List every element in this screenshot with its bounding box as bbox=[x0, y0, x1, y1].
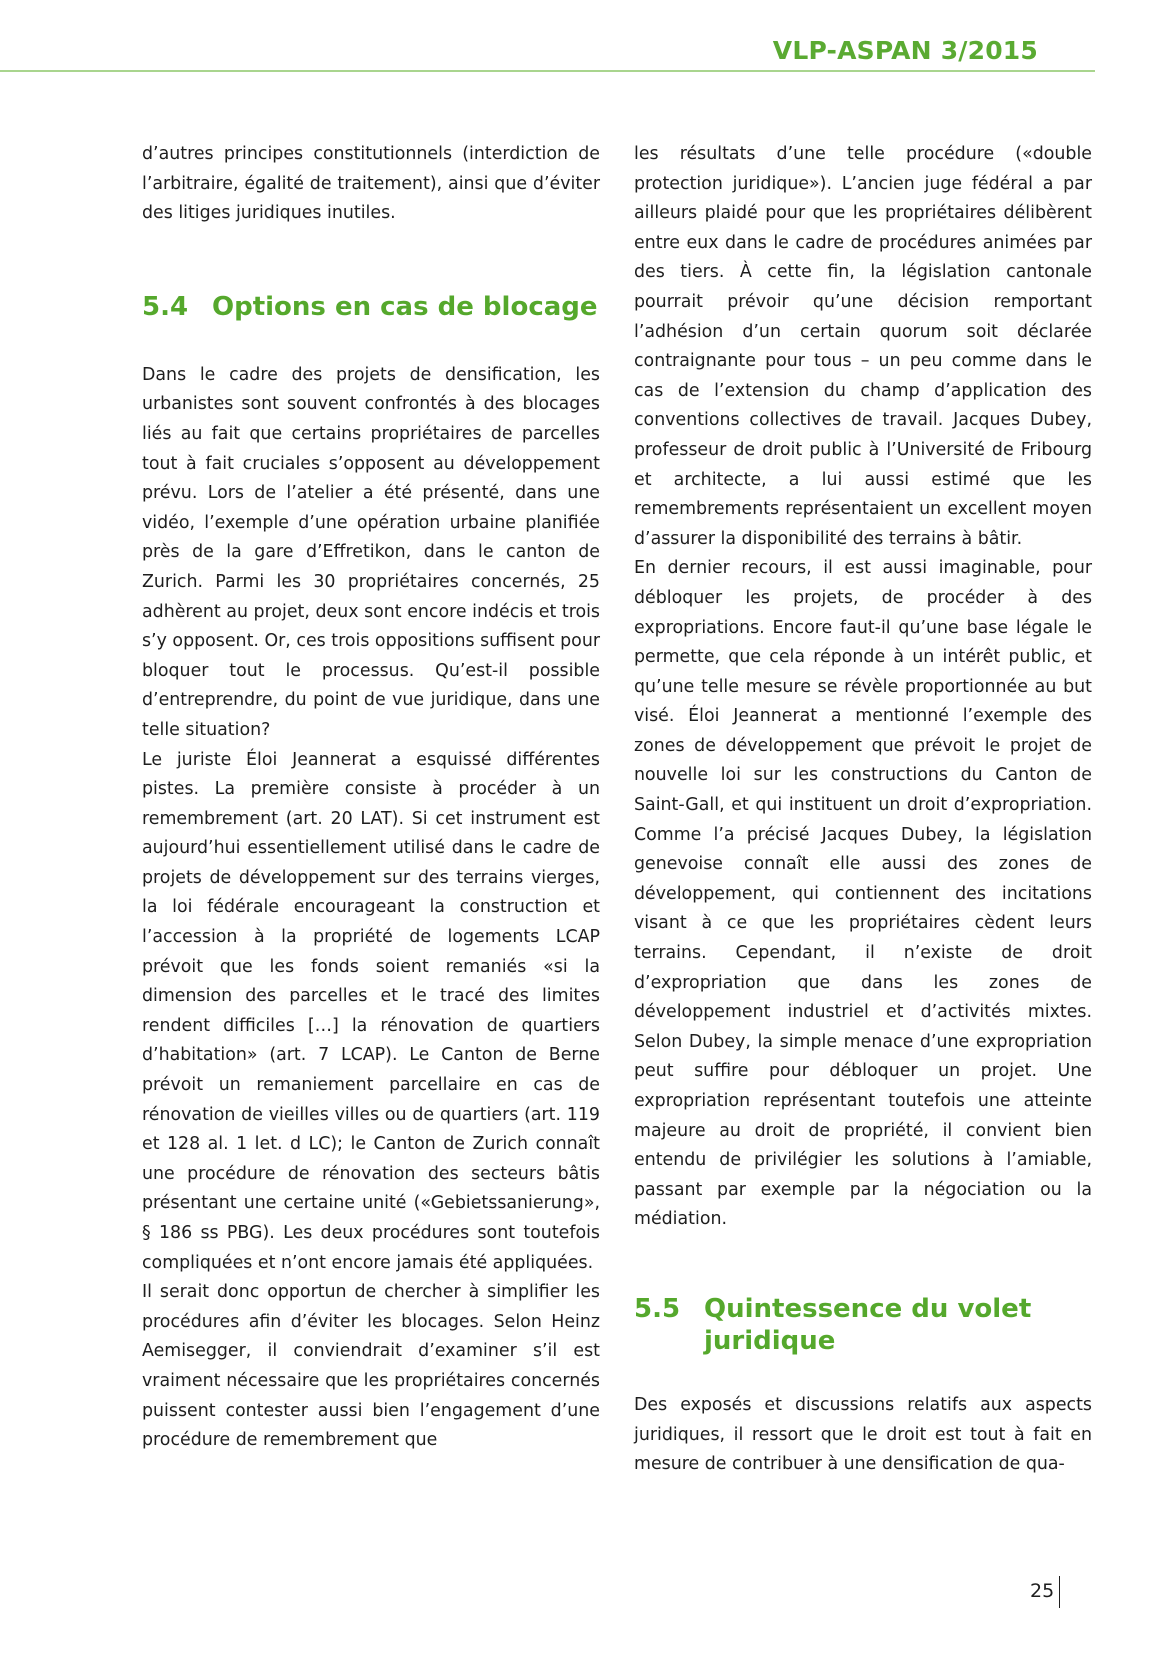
header-divider bbox=[0, 70, 1095, 72]
intro-paragraph: d’autres principes constitutionnels (interdiction de l’arbitraire, égalité de traitement), ainsi que d’éviter des litiges juridiques inutiles. bbox=[142, 144, 600, 224]
body-paragraph: Il serait donc opportun de chercher à simplifier les procédures afin d’éviter les blocages. Selon Heinz Aemisegger, il conviendrait d’examiner s’il est vraiment nécessaire que les propriétaires concernés puissent contester aussi bien l’engagement d’une procédure de remembrement que bbox=[142, 1282, 600, 1451]
section-title: Options en cas de blocage bbox=[212, 291, 598, 322]
body-paragraph: En dernier recours, il est aussi imaginable, pour débloquer les projets, de procéder à des expropriations. Encore faut-il qu’une base légale le permette, que cela réponde à un intérêt public, et qu’une telle mesure se révèle proportionnée au but visé. Éloi Jeannerat a mentionné l’exemple des zones de développement que prévoit le projet de nouvelle loi sur les constructions du Canton de Saint-Gall, et qui instituent un droit d’expropriation. Comme l’a précisé Jacques Dubey, la législation genevoise connaît elle aussi des zones de développement, qui contiennent des incitations visant à ce que les propriétaires cèdent leurs terrains. Cependant, il n’existe de droit d’expropriation que dans les zones de développement industriel et d’activités mixtes. Selon Dubey, la simple menace d’une expropriation peut suffire pour débloquer un projet. Une expropriation représentant toutefois une atteinte majeure au droit de propriété, il convient bien entendu de privilégier les solutions à l’amiable, passant par exemple par la négociation ou la médiation. bbox=[634, 558, 1092, 1230]
section-title: Quintessence du volet juridique bbox=[704, 1293, 1032, 1356]
page-number-rule bbox=[1059, 1576, 1060, 1608]
body-paragraph: Dans le cadre des projets de densification, les urbanistes sont souvent confrontés à des blocages liés au fait que certains propriétaires de parcelles tout à fait cruciales s’opposent au développement prévu. Lors de l’atelier a été présenté, dans une vidéo, l’exemple d’une opération urbaine planifiée près de la gare d’Effretikon, dans le canton de Zurich. Parmi les 30 propriétaires concernés, 25 adhèrent au projet, deux sont encore indécis et trois s’y opposent. Or, ces trois oppositions suffisent pour bloquer tout le processus. Qu’est-il possible d’entreprendre, du point de vue juridique, dans une telle situation? bbox=[142, 364, 600, 740]
publication-title: VLP-ASPAN 3/2015 bbox=[772, 36, 1038, 65]
left-column bbox=[142, 140, 600, 1456]
closing-paragraph: Des exposés et discussions relatifs aux aspects juridiques, il ressort que le droit est tout à fait en mesure de contribuer à une densification de qua- bbox=[634, 1394, 1092, 1475]
body-paragraph: les résultats d’une telle procédure («double protection juridique»). L’ancien juge fédéral a par ailleurs plaidé pour que les propriétaires délibèrent entre eux dans le cadre de procédures animées par des tiers. À cette fin, la législation cantonale pourrait prévoir qu’une décision remportant l’adhésion d’un certain quorum soit déclarée contraignante pour tous – un peu comme dans le cas de l’extension du champ d’application des conventions collectives de travail. Jacques Dubey, professeur de droit public à l’Université de Fribourg et architecte, a lui aussi estimé que les remembrements représentaient un excellent moyen d’assurer la disponibilité des terrains à bâtir. bbox=[634, 144, 1092, 549]
section-heading-5-4 bbox=[142, 291, 600, 323]
section-heading-5-5 bbox=[634, 1293, 1092, 1357]
right-column bbox=[634, 140, 1092, 1480]
page-number: 25 bbox=[1030, 1580, 1055, 1602]
section-number: 5.5 bbox=[634, 1293, 681, 1324]
section-number: 5.4 bbox=[142, 291, 189, 322]
body-paragraph: Le juriste Éloi Jeannerat a esquissé différentes pistes. La première consiste à procéder à un remembrement (art. 20 LAT). Si cet instrument est aujourd’hui essentiellement utilisé dans le cadre de projets de développement sur des terrains vierges, la loi fédérale encourageant la construction et l’accession à la propriété de logements LCAP prévoit que les fonds soient remaniés «si la dimension des parcelles et le tracé des limites rendent difficiles […] la rénovation de quartiers d’habitation» (art. 7 LCAP). Le Canton de Berne prévoit un remaniement parcellaire en cas de rénovation de vieilles villes ou de quartiers (art. 119 et 128 al. 1 let. d LC); le Canton de Zurich connaît une procédure de rénovation des secteurs bâtis présentant une certaine unité («Gebietssanierung», § 186 ss PBG). Les deux procédures sont toutefois compliquées et n’ont encore jamais été appliquées. bbox=[142, 749, 600, 1273]
